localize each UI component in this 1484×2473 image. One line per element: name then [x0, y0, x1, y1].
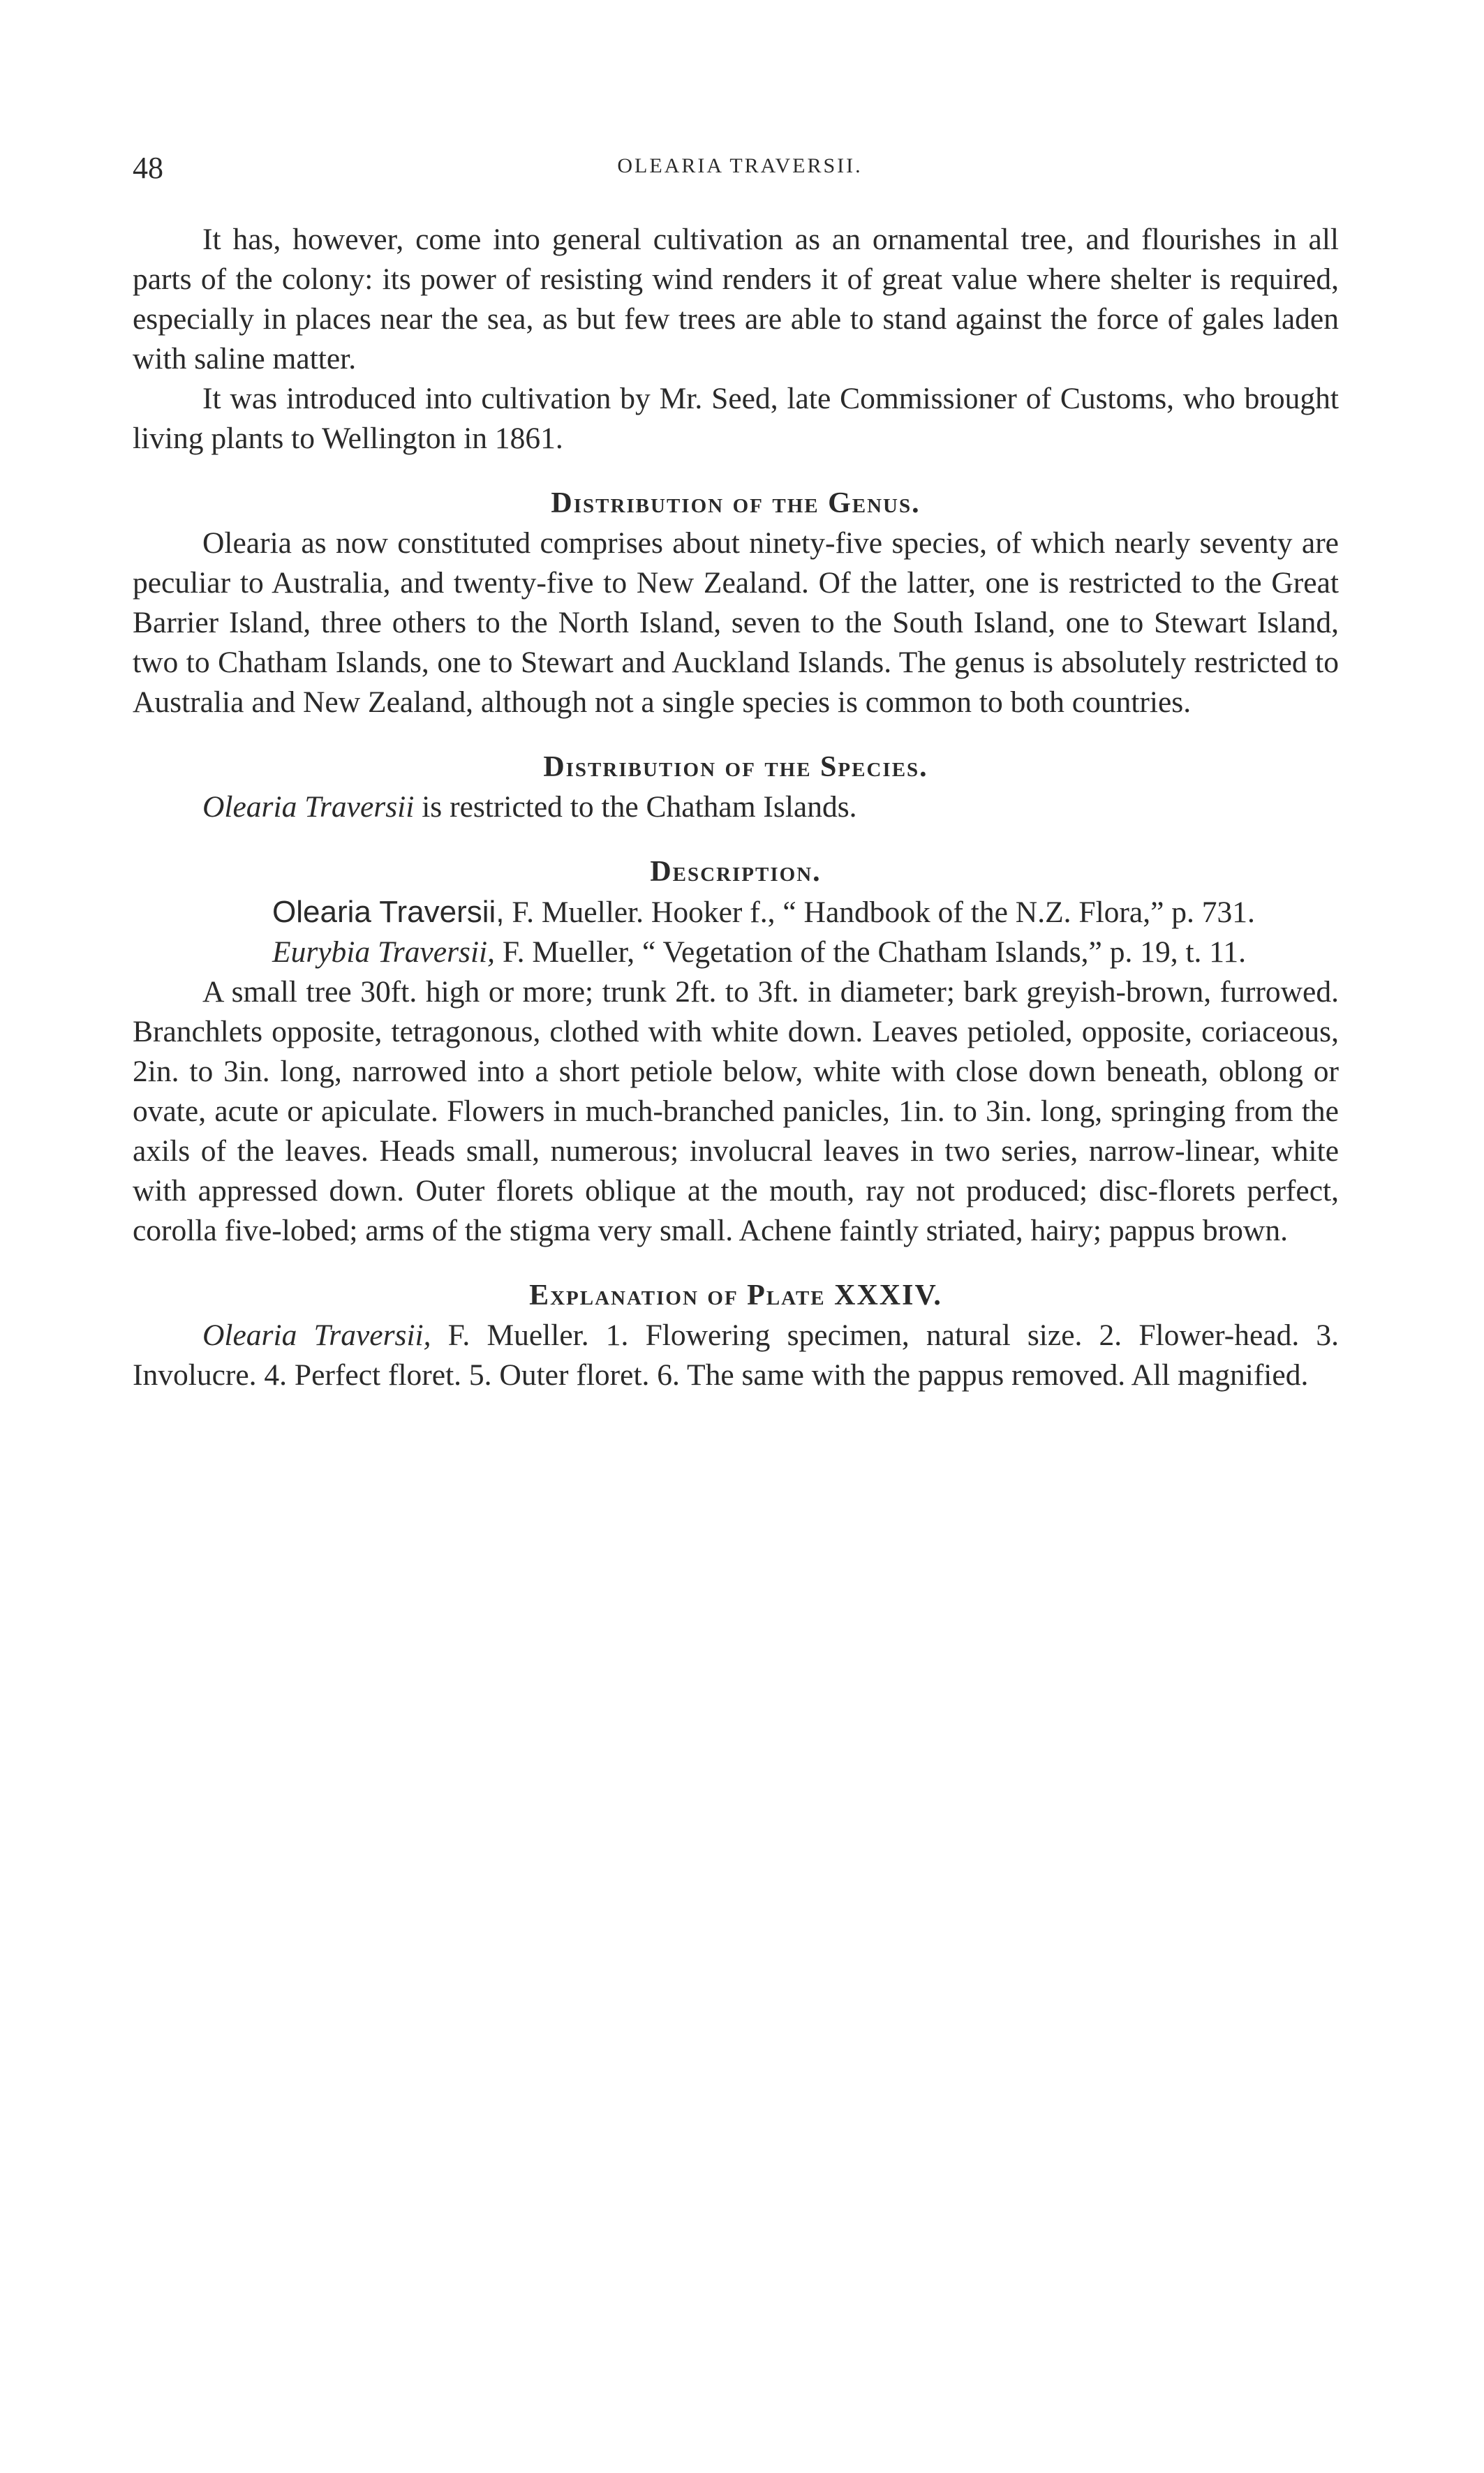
- synonym-2-name: Eurybia Traversii,: [272, 935, 496, 969]
- synonym-entry-1: [133, 892, 1339, 933]
- description-heading: Description.: [650, 856, 822, 888]
- synonym-2-reference: F. Mueller, “ Vegetation of the Chatham Islands,” p. 19, t. 11.: [495, 935, 1247, 969]
- running-title: OLEARIA TRAVERSII.: [617, 154, 863, 177]
- synonym-1-reference: F. Mueller. Hooker f., “ Handbook of the N.Z. Flora,” p. 731.: [504, 896, 1255, 929]
- genus-distribution-heading: Distribution of the Genus.: [551, 487, 921, 519]
- running-head: [133, 150, 1347, 192]
- description-paragraph: A small tree 30ft. high or more; trunk 2ft. to 3ft. in diameter; bark greyish-brown, furrowed. Branchlets opposite, tetragonous, clothed with white down. Leaves petioled, opposite, coriaceous, 2in. to 3in. long, narrowed into a short petiole below, white with close down beneath, oblong or ovate, acute or apiculate. Flowers in much-branched panicles, 1in. to 3in. long, springing from the axils of the leaves. Heads small, numerous; involucral leaves in two series, narrow-linear, white with appressed down. Outer florets oblique at the mouth, ray not produced; disc-florets perfect, corolla five-lobed; arms of the stigma very small. Achene faintly striated, hairy; pappus brown.: [133, 975, 1339, 1247]
- species-distribution-heading: Distribution of the Species.: [543, 751, 928, 783]
- species-name-italic: Olearia Traversii: [202, 790, 415, 824]
- plate-explanation-paragraph: [133, 1316, 1339, 1395]
- synonym-1-name: Olearia Traversii,: [272, 895, 505, 929]
- genus-distribution-paragraph: Olearia as now constituted comprises about ninety-five species, of which nearly seventy are peculiar to Australia, and twenty-five to New Zealand. Of the latter, one is restricted to the Great Barrier Island, three others to the North Island, seven to the South Island, one to Stewart Island, two to Chatham Islands, one to Stewart and Auckland Islands. The genus is absolutely restricted to Australia and New Zealand, although not a single species is common to both countries.: [133, 526, 1339, 719]
- plate-explanation-text: F. Mueller. 1. Flowering specimen, natural size. 2. Flower-head. 3. Involucre. 4. Perfect floret. 5. Outer floret. 6. The same with the pappus removed. All magnified.: [133, 1319, 1339, 1392]
- species-distribution-text: is restricted to the Chatham Islands.: [414, 790, 857, 824]
- page-number: 48: [133, 151, 163, 185]
- synonym-entry-2: [133, 933, 1339, 972]
- plate-explanation-heading: Explanation of Plate XXXIV.: [529, 1279, 942, 1312]
- intro-paragraph-1: It has, however, come into general cultivation as an ornamental tree, and flourishes in all parts of the colony: its power of resisting wind renders it of great value where shelter is required, especially in places near the sea, as but few trees are able to stand against the force of gales laden with saline matter.: [133, 223, 1339, 376]
- body-text: [133, 220, 1339, 1395]
- species-distribution-paragraph: [133, 787, 1339, 827]
- plate-species-name: Olearia Traversii,: [202, 1319, 431, 1352]
- intro-paragraph-2: It was introduced into cultivation by Mr. Seed, late Commissioner of Customs, who brought living plants to Wellington in 1861.: [133, 382, 1339, 455]
